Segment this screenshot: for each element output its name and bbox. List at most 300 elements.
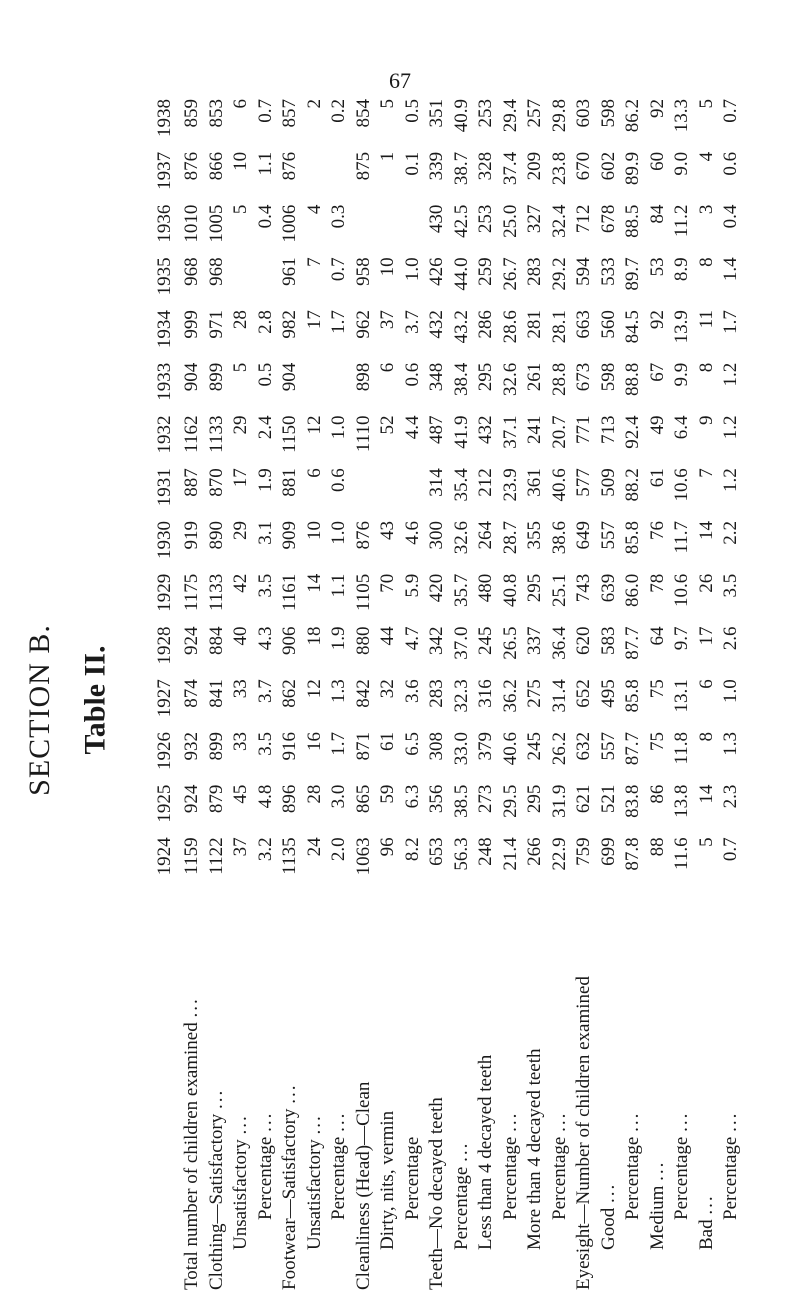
year-header-1930: 1930 <box>154 521 175 559</box>
year-header-1929: 1929 <box>154 573 175 612</box>
row-label-cell <box>523 886 548 1290</box>
table-cell-1934: 28 <box>230 310 252 330</box>
year-header-1934: 1934 <box>154 310 175 349</box>
row-label: Percentage <box>622 1136 644 1220</box>
table-cell-1937: 4 <box>695 151 717 162</box>
table-cell-1928: 9.7 <box>671 626 693 651</box>
table-row <box>523 95 548 1290</box>
table-cell-1927: 85.8 <box>622 679 644 713</box>
table-cell-1931: 509 <box>597 468 619 497</box>
table-cell-1935: 968 <box>205 257 227 286</box>
table-cell-1932: 1133 <box>205 415 227 453</box>
table-cell-1938: 351 <box>426 99 448 128</box>
table-cell-1935: 89.7 <box>622 257 644 291</box>
table-cell-1932: 92.4 <box>622 415 644 449</box>
table-cell-1931: 212 <box>475 468 497 497</box>
table-cell-1930: 876 <box>352 521 374 550</box>
table-cell-1936: 88.5 <box>622 204 644 238</box>
table-cell-1924: 266 <box>524 837 546 866</box>
row-label-cell <box>229 886 254 1290</box>
table-cell-1934: 982 <box>279 310 301 339</box>
table-cell-1933: 8 <box>695 362 717 373</box>
table-cell-1928: 44 <box>377 626 399 646</box>
table-cell-1927: 283 <box>426 679 448 708</box>
row-label: Bad <box>695 1219 717 1250</box>
table-cell-1932: 20.7 <box>548 415 570 449</box>
table-cell-1937: 602 <box>597 151 619 181</box>
table-cell-1924: 653 <box>426 837 448 866</box>
table-cell-1933: 38.4 <box>450 362 472 397</box>
table-cell-1928: 64 <box>646 626 668 646</box>
table-cell-1926: 8 <box>695 731 717 742</box>
table-cell-1930: 649 <box>573 521 595 550</box>
table-cell-1932: 487 <box>426 415 448 445</box>
table-cell-1929: 1161 <box>279 573 301 612</box>
table-row <box>548 95 573 1290</box>
table-cell-1926: 379 <box>475 731 497 761</box>
table-cell-1933: 261 <box>524 362 546 392</box>
row-label: More than 4 decayed teeth <box>524 1048 546 1250</box>
table-cell-1938: 2 <box>303 99 325 109</box>
table-cell-1936: 4 <box>303 204 325 215</box>
table-cell-1932: 12 <box>303 415 325 435</box>
table-cell-1929: 480 <box>475 573 497 603</box>
table-cell-1925: 6.3 <box>401 784 423 809</box>
table-cell-1932: 52 <box>377 415 399 435</box>
table-cell-1930: 28.7 <box>499 521 521 555</box>
table-cell-1936: 25.0 <box>499 204 521 238</box>
table-cell-1929: 295 <box>524 573 546 603</box>
table-cell-1933: 5 <box>230 362 252 373</box>
table-cell-1935: 1.0 <box>401 257 423 282</box>
table-cell-1936: 0.4 <box>720 204 742 229</box>
table-cell-1936 <box>376 201 401 254</box>
table-cell-1930: 43 <box>377 521 399 540</box>
table-row <box>254 95 279 1290</box>
row-label-cell <box>499 886 524 1290</box>
table-cell-1929: 35.7 <box>450 573 472 607</box>
year-header-1925: 1925 <box>154 784 175 823</box>
row-label-cell <box>572 886 597 1290</box>
table-cell-1925: 621 <box>573 784 595 814</box>
table-cell-1925: 45 <box>230 784 252 804</box>
table-cell-1932: 1162 <box>181 415 203 453</box>
table-row <box>180 95 205 1290</box>
row-label-cell <box>474 886 499 1290</box>
table-cell-1933: 67 <box>646 362 668 382</box>
table-cell-1928: 1.9 <box>328 626 350 651</box>
table-cell-1929: 1133 <box>205 573 227 612</box>
row-label-cell <box>670 886 695 1290</box>
row-label: Percentage <box>401 1136 423 1220</box>
table-cell-1935: 8.9 <box>671 257 693 282</box>
table-cell-1932: 49 <box>646 415 668 435</box>
table-cell-1931: 870 <box>205 468 227 497</box>
row-leader-dots: ... <box>205 1088 227 1109</box>
table-cell-1936: 11.2 <box>671 204 693 238</box>
page-number: 67 <box>389 68 411 93</box>
row-label-cell <box>352 886 377 1290</box>
row-label: Cleanliness (Head)—Clean <box>352 1081 374 1290</box>
table-cell-1924: 1063 <box>352 837 374 876</box>
table-cell-1927: 31.4 <box>548 679 570 713</box>
table-cell-1933: 9.9 <box>671 362 693 387</box>
table-cell-1926: 308 <box>426 731 448 761</box>
table-title-text: Table II. <box>78 645 112 755</box>
row-label: Good <box>597 1207 619 1250</box>
table-cell-1926: 33.0 <box>450 731 472 766</box>
table-cell-1937: 670 <box>573 151 595 181</box>
table-cell-1928: 37.0 <box>450 626 472 660</box>
table-cell-1931: 1.2 <box>720 468 742 493</box>
table-cell-1927: 3.6 <box>401 679 423 703</box>
table-cell-1938: 6 <box>230 99 252 109</box>
table-cell-1934: 281 <box>524 310 546 339</box>
table-cell-1930: 3.1 <box>254 521 276 545</box>
table-cell-1938: 86.2 <box>622 99 644 133</box>
table-cell-1932: 1110 <box>352 415 374 453</box>
table-cell-1928: 924 <box>181 626 203 655</box>
table-cell-1926: 75 <box>646 731 668 751</box>
table-cell-1926: 26.2 <box>548 731 570 766</box>
table-cell-1930: 890 <box>205 521 227 550</box>
table-cell-1930: 909 <box>279 521 301 550</box>
table-cell-1931: 40.6 <box>548 468 570 502</box>
row-label: Percentage <box>499 1136 521 1220</box>
table-cell-1925: 2.3 <box>720 784 742 809</box>
row-leader-dots: ... <box>720 1111 742 1132</box>
row-label: Percentage <box>720 1136 742 1220</box>
table-cell-1934: 43.2 <box>450 310 472 344</box>
table-cell-1929: 10.6 <box>671 573 693 607</box>
table-cell-1934: 432 <box>426 310 448 339</box>
table-cell-1934: 13.9 <box>671 310 693 344</box>
table-cell-1931: 61 <box>646 468 668 488</box>
table-row <box>695 95 720 1290</box>
table-cell-1925: 38.5 <box>450 784 472 818</box>
table-cell-1938: 0.5 <box>401 99 423 123</box>
table-cell-1926: 1.7 <box>328 731 350 756</box>
table-cell-1929: 70 <box>377 573 399 593</box>
table-cell-1928: 620 <box>573 626 595 655</box>
row-label: Unsatisfactory <box>303 1139 325 1250</box>
table-cell-1929: 14 <box>303 573 325 593</box>
table-cell-1933: 904 <box>279 362 301 392</box>
table-cell-1930: 355 <box>524 521 546 550</box>
table-cell-1938: 0.7 <box>720 99 742 123</box>
table-cell-1924: 8.2 <box>401 837 423 862</box>
table-cell-1929: 3.5 <box>720 573 742 598</box>
row-label-cell <box>719 886 744 1290</box>
row-label-cell <box>180 886 205 1290</box>
table-cell-1924: 22.9 <box>548 837 570 871</box>
table-cell-1927: 652 <box>573 679 595 708</box>
table-cell-1935: 594 <box>573 257 595 286</box>
table-cell-1935: 426 <box>426 257 448 286</box>
table-cell-1928: 26.5 <box>499 626 521 660</box>
table-cell-1926: 899 <box>205 731 227 761</box>
table-cell-1927: 75 <box>646 679 668 699</box>
table-cell-1938: 5 <box>377 99 399 109</box>
table-cell-1927: 6 <box>695 679 717 689</box>
table-cell-1925: 14 <box>695 784 717 804</box>
table-cell-1938: 859 <box>181 99 203 128</box>
table-cell-1932: 29 <box>230 415 252 435</box>
table-cell-1927: 316 <box>475 679 497 708</box>
table-cell-1931: 23.9 <box>499 468 521 502</box>
table-cell-1933: 899 <box>205 362 227 392</box>
table-cell-1929: 25.1 <box>548 573 570 607</box>
table-cell-1931: 0.6 <box>328 468 350 493</box>
table-cell-1934: 663 <box>573 310 595 339</box>
table-cell-1925: 356 <box>426 784 448 814</box>
table-cell-1935: 533 <box>597 257 619 286</box>
table-cell-1935: 29.2 <box>548 257 570 291</box>
table-cell-1925: 83.8 <box>622 784 644 818</box>
table-cell-1925: 896 <box>279 784 301 814</box>
table-cell-1924: 1122 <box>205 837 227 875</box>
table-cell-1926: 632 <box>573 731 595 761</box>
table-cell-1932: 771 <box>573 415 595 445</box>
table-row <box>499 95 524 1290</box>
table-cell-1930: 2.2 <box>720 521 742 545</box>
table-cell-1938: 853 <box>205 99 227 128</box>
table-cell-1930: 29 <box>230 521 252 540</box>
table-row <box>572 95 597 1290</box>
table-cell-1925: 29.5 <box>499 784 521 818</box>
table-cell-1938: 0.7 <box>254 99 276 123</box>
table-cell-1931: 10.6 <box>671 468 693 502</box>
year-header-1935: 1935 <box>154 257 175 296</box>
table-cell-1924: 2.0 <box>328 837 350 862</box>
row-leader-dots: ... <box>597 1182 619 1204</box>
table-cell-1926: 916 <box>279 731 301 761</box>
table-row <box>425 95 450 1290</box>
table-row <box>205 95 230 1290</box>
row-leader-dots: ... <box>695 1194 717 1215</box>
year-header-1937: 1937 <box>154 151 175 190</box>
table-cell-1932: 6.4 <box>671 415 693 440</box>
row-label-cell <box>450 886 475 1290</box>
table-cell-1935: 968 <box>181 257 203 286</box>
table-cell-1938: 257 <box>524 99 546 128</box>
year-header-1936: 1936 <box>154 204 175 243</box>
table-cell-1938: 0.2 <box>328 99 350 123</box>
table-cell-1937: 38.7 <box>450 151 472 186</box>
table-cell-1926: 87.7 <box>622 731 644 766</box>
table-cell-1934: 28.1 <box>548 310 570 344</box>
table-cell-1937: 209 <box>524 151 546 181</box>
table-cell-1938: 857 <box>279 99 301 128</box>
table-cell-1938: 5 <box>695 99 717 109</box>
section-title <box>20 590 60 830</box>
table-cell-1928: 884 <box>205 626 227 655</box>
table-cell-1937: 1.1 <box>254 151 276 176</box>
row-label: Dirty, nits, vermin <box>377 1110 399 1250</box>
table-cell-1932: 37.1 <box>499 415 521 449</box>
table-cell-1929: 40.8 <box>499 573 521 607</box>
table-cell-1924: 56.3 <box>450 837 472 871</box>
table-cell-1936: 1006 <box>279 204 301 243</box>
table-cell-1928: 583 <box>597 626 619 655</box>
year-header-1938: 1938 <box>154 99 175 137</box>
table-cell-1931: 1.9 <box>254 468 276 493</box>
table-cell-1933: 673 <box>573 362 595 392</box>
table-cell-1933: 0.6 <box>401 362 423 387</box>
section-title-text: SECTION B. <box>23 624 56 796</box>
table-cell-1926: 557 <box>597 731 619 761</box>
table-cell-1931 <box>376 464 401 517</box>
table-cell-1929: 743 <box>573 573 595 603</box>
table-row <box>597 95 622 1290</box>
row-leader-dots: ... <box>254 1111 276 1132</box>
row-label-cell <box>621 886 646 1290</box>
table-cell-1927: 32.3 <box>450 679 472 713</box>
table-cell-1926: 11.8 <box>671 731 693 765</box>
table-cell-1932: 241 <box>524 415 546 445</box>
table-cell-1933: 904 <box>181 362 203 392</box>
table-cell-1929: 26 <box>695 573 717 593</box>
table-cell-1933: 0.5 <box>254 362 276 387</box>
row-label-cell <box>597 886 622 1290</box>
table-cell-1936: 32.4 <box>548 204 570 238</box>
table-cell-1936: 42.5 <box>450 204 472 238</box>
table-cell-1926: 61 <box>377 731 399 751</box>
table-cell-1933 <box>327 359 352 412</box>
table-cell-1928: 40 <box>230 626 252 646</box>
table-cell-1934: 1.7 <box>720 310 742 334</box>
table-cell-1938: 598 <box>597 99 619 128</box>
row-leader-dots: ... <box>548 1111 570 1132</box>
table-cell-1935: 53 <box>646 257 668 277</box>
year-header-1931: 1931 <box>154 468 175 507</box>
statistics-table-container <box>150 95 790 1290</box>
table-cell-1936: 430 <box>426 204 448 234</box>
table-cell-1930: 85.8 <box>622 521 644 555</box>
table-cell-1933: 88.8 <box>622 362 644 397</box>
row-leader-dots: ... <box>450 1141 472 1162</box>
table-cell-1930: 14 <box>695 521 717 540</box>
year-header-1933: 1933 <box>154 362 175 401</box>
table-cell-1936: 84 <box>646 204 668 224</box>
table-cell-1934: 17 <box>303 310 325 330</box>
table-cell-1936 <box>401 201 426 254</box>
table-cell-1931: 7 <box>695 468 717 478</box>
table-cell-1937: 10 <box>230 151 252 171</box>
table-cell-1925: 924 <box>181 784 203 814</box>
table-cell-1929: 86.0 <box>622 573 644 607</box>
table-cell-1936: 1010 <box>181 204 203 243</box>
table-cell-1926: 40.6 <box>499 731 521 766</box>
table-cell-1932: 41.9 <box>450 415 472 449</box>
row-label: Percentage <box>450 1166 472 1250</box>
table-cell-1932: 9 <box>695 415 717 426</box>
table-cell-1936: 1005 <box>205 204 227 243</box>
row-leader-dots: ... <box>671 1111 693 1132</box>
header-blank-cell <box>150 886 180 1290</box>
row-label-cell <box>401 886 426 1290</box>
table-cell-1938: 253 <box>475 99 497 128</box>
table-cell-1929: 1105 <box>352 573 374 612</box>
table-cell-1932: 4.4 <box>401 415 423 440</box>
table-cell-1924: 0.7 <box>720 837 742 862</box>
table-cell-1929: 5.9 <box>401 573 423 598</box>
table-cell-1936: 0.3 <box>328 204 350 229</box>
table-cell-1928: 880 <box>352 626 374 655</box>
table-cell-1924: 88 <box>646 837 668 857</box>
table-cell-1935 <box>254 253 279 306</box>
table-cell-1935: 7 <box>303 257 325 267</box>
table-cell-1925: 273 <box>475 784 497 814</box>
table-cell-1928: 337 <box>524 626 546 655</box>
table-cell-1935: 1.4 <box>720 257 742 282</box>
row-leader-dots: ... <box>181 997 203 1018</box>
table-cell-1924: 5 <box>695 837 717 847</box>
table-cell-1929: 1.1 <box>328 573 350 598</box>
table-title <box>75 600 115 800</box>
table-cell-1935: 259 <box>475 257 497 286</box>
table-cell-1928: 2.6 <box>720 626 742 651</box>
row-label-cell <box>376 886 401 1290</box>
year-header-1924: 1924 <box>154 837 175 876</box>
table-cell-1929: 639 <box>597 573 619 603</box>
table-cell-1928: 906 <box>279 626 301 655</box>
table-cell-1931: 88.2 <box>622 468 644 502</box>
table-cell-1932: 1.0 <box>328 415 350 440</box>
rotated-table-frame <box>150 95 790 1290</box>
table-cell-1924: 21.4 <box>499 837 521 871</box>
year-header-1926: 1926 <box>154 731 175 770</box>
year-header-1932: 1932 <box>154 415 175 454</box>
table-cell-1928: 17 <box>695 626 717 646</box>
row-label-cell <box>425 886 450 1290</box>
table-cell-1934: 92 <box>646 310 668 330</box>
table-cell-1938: 854 <box>352 99 374 128</box>
table-cell-1924: 37 <box>230 837 252 857</box>
table-cell-1934: 1.7 <box>328 310 350 334</box>
table-cell-1924: 11.6 <box>671 837 693 870</box>
table-cell-1926: 871 <box>352 731 374 761</box>
table-cell-1938: 603 <box>573 99 595 128</box>
table-cell-1930: 4.6 <box>401 521 423 545</box>
table-cell-1937: 23.8 <box>548 151 570 186</box>
table-cell-1927: 33 <box>230 679 252 699</box>
row-label: Medium <box>646 1185 668 1250</box>
table-cell-1932: 2.4 <box>254 415 276 440</box>
table-cell-1938: 29.8 <box>548 99 570 133</box>
year-header-1928: 1928 <box>154 626 175 665</box>
table-cell-1934: 11 <box>695 310 717 329</box>
table-cell-1926: 3.5 <box>254 731 276 756</box>
row-label-cell <box>254 886 279 1290</box>
table-row <box>646 95 671 1290</box>
table-cell-1927: 495 <box>597 679 619 708</box>
table-cell-1925: 31.9 <box>548 784 570 818</box>
table-row <box>327 95 352 1290</box>
table-cell-1931 <box>352 464 377 517</box>
table-cell-1927: 32 <box>377 679 399 699</box>
row-leader-dots: ... <box>303 1114 325 1135</box>
table-cell-1930: 264 <box>475 521 497 550</box>
row-label: Percentage <box>328 1136 350 1220</box>
table-row <box>303 95 328 1290</box>
table-cell-1932: 1.2 <box>720 415 742 440</box>
table-cell-1926: 16 <box>303 731 325 751</box>
table-cell-1925: 4.8 <box>254 784 276 809</box>
table-cell-1930: 38.6 <box>548 521 570 555</box>
table-cell-1931: 314 <box>426 468 448 497</box>
table-cell-1924: 699 <box>597 837 619 866</box>
